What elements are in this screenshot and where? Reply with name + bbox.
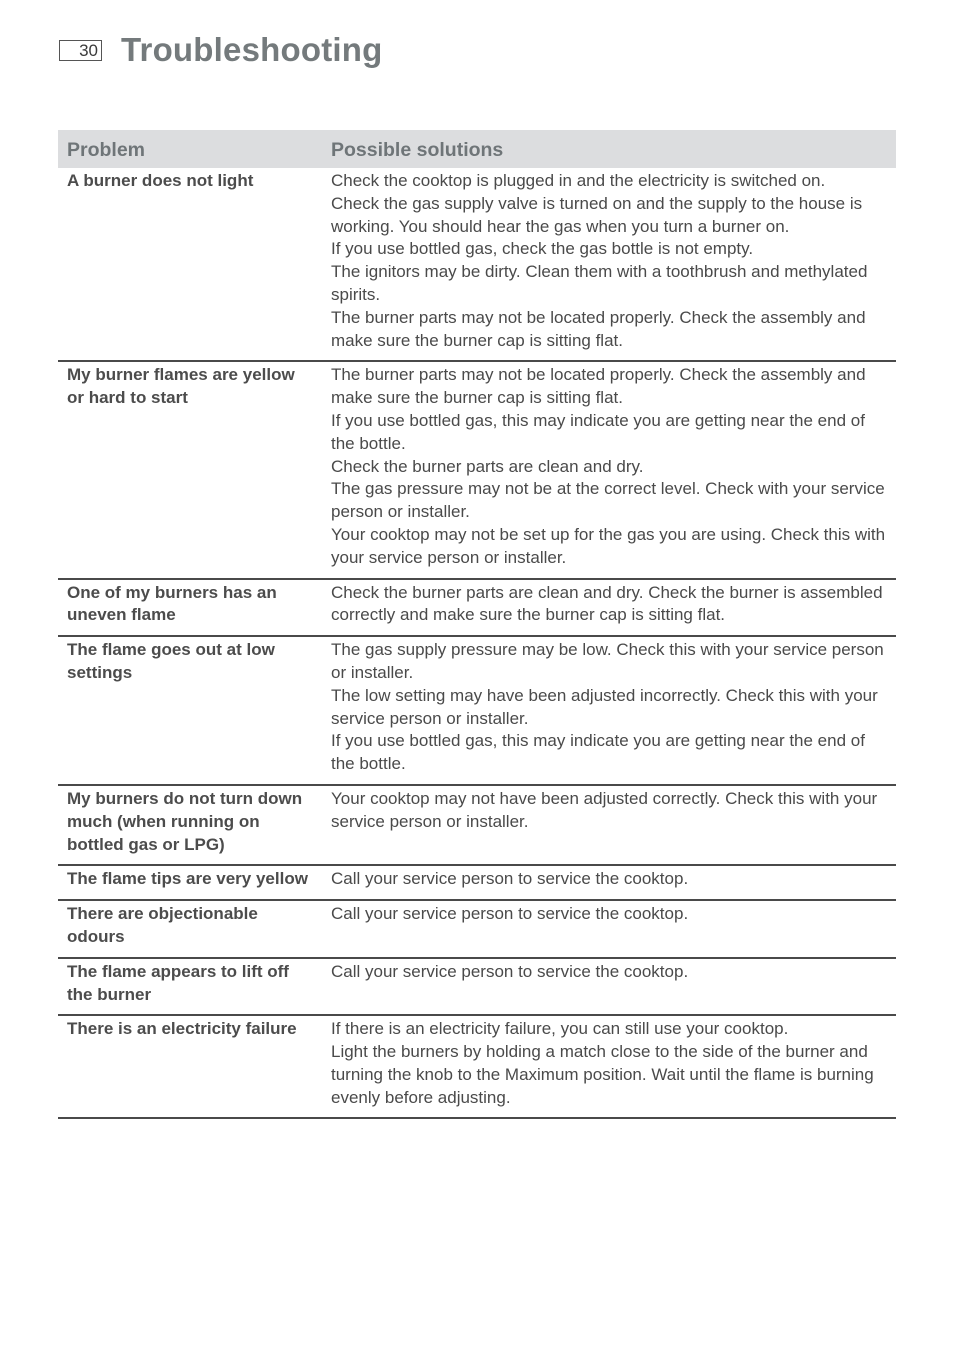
solution-text: The gas pressure may not be at the correct level. Check with your service person or installer. — [331, 479, 885, 522]
table-row — [58, 636, 896, 785]
solutions-cell — [322, 579, 896, 637]
solution-text: The low setting may have been adjusted incorrectly. Check this with your service person or installer. — [331, 685, 878, 728]
problem-cell: There are objectionable odours — [58, 900, 322, 958]
problem-cell: The flame goes out at low settings — [58, 636, 322, 785]
solution-text: The burner parts may not be located properly. Check the assembly and make sure the burner cap is sitting flat. — [331, 307, 866, 350]
solution-text: Your cooktop may not be set up for the gas you are using. Check this with your service person or installer. — [331, 524, 886, 567]
solution-text: Light the burners by holding a match close to the side of the burner and turning the knob to the Maximum position. Wait until the flame is burning evenly before adjusting. — [331, 1042, 874, 1107]
solutions-cell — [322, 785, 896, 865]
solution-text: Call your service person to service the cooktop. — [331, 869, 689, 889]
table-row — [58, 579, 896, 637]
table-row — [58, 168, 896, 361]
solution-text: If you use bottled gas, this may indicate you are getting near the end of the bottle. — [331, 731, 865, 774]
solution-text: Call your service person to service the cooktop. — [331, 961, 689, 981]
table-header — [58, 130, 896, 168]
troubleshooting-table — [58, 130, 896, 1119]
solution-text: The burner parts may not be located properly. Check the assembly and make sure the burner cap is sitting flat. — [331, 365, 866, 408]
solutions-cell — [322, 865, 896, 900]
solution-text: If there is an electricity failure, you can still use your cooktop. — [331, 1019, 789, 1039]
solution-text: The gas supply pressure may be low. Check this with your service person or installer. — [331, 640, 884, 682]
solution-text: If you use bottled gas, this may indicate you are getting near the end of the bottle. — [331, 410, 865, 453]
page-number: 30 — [59, 40, 102, 61]
problem-cell: The flame tips are very yellow — [58, 865, 322, 900]
table-row — [58, 900, 896, 958]
solutions-cell — [322, 900, 896, 958]
problem-cell: There is an electricity failure — [58, 1015, 322, 1118]
table-row — [58, 785, 896, 865]
problem-cell: The flame appears to lift off the burner — [58, 958, 322, 1016]
solutions-cell — [322, 1015, 896, 1118]
solution-text: The ignitors may be dirty. Clean them with a toothbrush and methylated spirits. — [331, 262, 868, 304]
page-title: Troubleshooting — [121, 31, 383, 68]
solution-text: Check the burner parts are clean and dry. Check the burner is assembled correctly and make sure the burner cap is sitting flat. — [331, 582, 883, 625]
solution-text: Your cooktop may not have been adjusted correctly. Check this with your service person or installer. — [331, 788, 878, 831]
table-body — [58, 168, 896, 1118]
problem-cell: My burners do not turn down much (when running on bottled gas or LPG) — [58, 785, 322, 865]
table-row — [58, 361, 896, 578]
header-row — [58, 130, 896, 168]
solution-text: Check the cooktop is plugged in and the electricity is switched on. — [331, 171, 826, 190]
solution-text: Check the gas supply valve is turned on and the supply to the house is working. You should hear the gas when you turn a burner on. — [331, 193, 863, 236]
problem-cell: My burner flames are yellow or hard to start — [58, 361, 322, 578]
solution-text: Call your service person to service the cooktop. — [331, 904, 689, 924]
problem-cell: One of my burners has an uneven flame — [58, 579, 322, 637]
table-row — [58, 1015, 896, 1118]
problem-cell: A burner does not light — [58, 168, 322, 361]
solutions-column-header: Possible solutions — [322, 130, 896, 168]
solution-text: If you use bottled gas, check the gas bottle is not empty. — [331, 239, 754, 259]
table-row — [58, 865, 896, 900]
solution-text: Check the burner parts are clean and dry. — [331, 456, 644, 476]
solutions-cell — [322, 168, 896, 361]
solutions-cell — [322, 958, 896, 1016]
solutions-cell — [322, 361, 896, 578]
problem-column-header: Problem — [58, 130, 322, 168]
table-row — [58, 958, 896, 1016]
solutions-cell — [322, 636, 896, 785]
